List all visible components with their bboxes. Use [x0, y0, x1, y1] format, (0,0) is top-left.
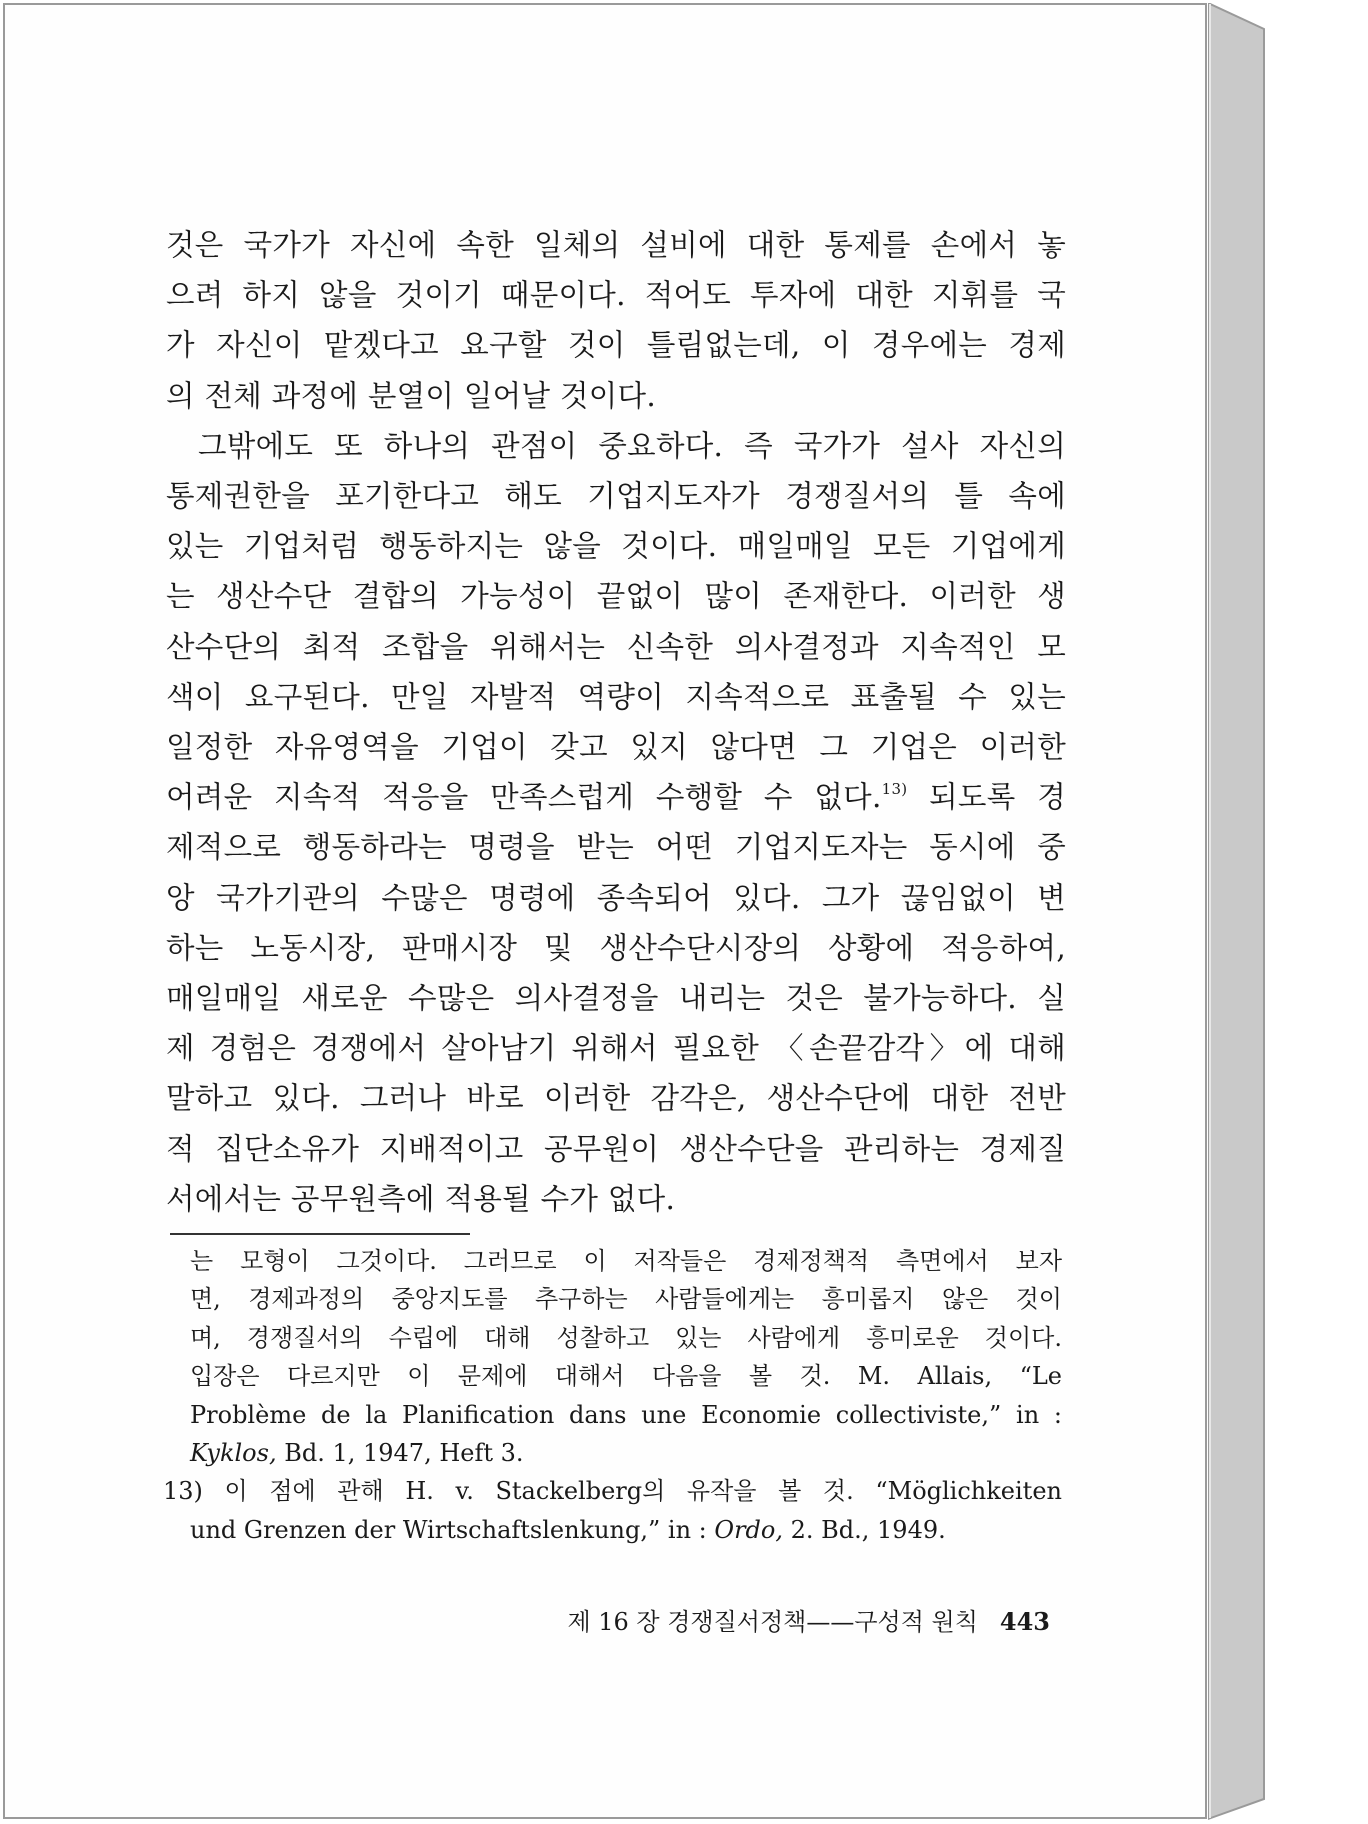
- body-line: 것은 국가가 자신에 속한 일체의 설비에 대한 통제를 손에서 놓: [166, 228, 1066, 262]
- body-line: 는 생산수단 결합의 가능성이 끝없이 많이 존재한다. 이러한 생: [166, 579, 1066, 614]
- body-line: 하는 노동시장, 판매시장 및 생산수단시장의 상황에 적응하여,: [166, 930, 1066, 965]
- body-line: 색이 요구된다. 만일 자발적 역량이 지속적으로 표출될 수 있는: [166, 679, 1066, 714]
- body-line: 일정한 자유영역을 기업이 갖고 있지 않다면 그 기업은 이러한: [166, 730, 1066, 765]
- footnote-13-text: und Grenzen der Wirtschaftslenkung,” in :: [190, 1515, 715, 1544]
- body-line-text: 어려운 지속적 적응을 만족스럽게 수행할 수 없다.: [166, 780, 882, 815]
- footnote-13-text: 이 점에 관해 H. v. Stackelberg의 유작을 볼 것. “Möglichkeiten: [224, 1477, 1062, 1506]
- body-line: 제적으로 행동하라는 명령을 받는 어떤 기업지도자는 동시에 중: [166, 830, 1066, 865]
- body-line: 가 자신이 맡겠다고 요구할 것이 틀림없는데, 이 경우에는 경제: [166, 328, 1066, 363]
- page-number: 443: [999, 1607, 1050, 1636]
- body-line: 제 경험은 경쟁에서 살아남기 위해서 필요한 〈손끝감각〉에 대해: [166, 1031, 1066, 1066]
- chapter-title: 제 16 장 경쟁질서정책——구성적 원칙: [567, 1608, 978, 1636]
- body-text: [166, 220, 1066, 1224]
- journal-title: Ordo,: [714, 1515, 783, 1544]
- body-line: 의 전체 과정에 분열이 일어날 것이다.: [166, 378, 657, 413]
- body-line: 적 집단소유가 지배적이고 공무원이 생산수단을 관리하는 경제질: [166, 1131, 1066, 1166]
- body-line: 있는 기업처럼 행동하지는 않을 것이다. 매일매일 모든 기업에게: [166, 529, 1066, 564]
- footnote-line-text: Bd. 1, 1947, Heft 3.: [276, 1439, 524, 1468]
- body-line: 산수단의 최적 조합을 위해서는 신속한 의사결정과 지속적인 모: [166, 629, 1066, 664]
- journal-title: Kyklos,: [190, 1439, 277, 1468]
- body-line: 말하고 있다. 그러나 바로 이러한 감각은, 생산수단에 대한 전반: [166, 1081, 1066, 1116]
- footnote-13-text: 2. Bd., 1949.: [782, 1515, 946, 1544]
- footnote-ref-13: 13): [881, 780, 908, 799]
- body-line: [166, 772, 1066, 822]
- body-line: 매일매일 새로운 수많은 의사결정을 내리는 것은 불가능하다. 실: [166, 981, 1066, 1016]
- footnote-line: 며, 경쟁질서의 수립에 대해 성찰하고 있는 사람에게 흥미로운 것이다.: [190, 1323, 1062, 1352]
- footnote-number: 13): [163, 1477, 203, 1506]
- footnote-divider: [170, 1233, 470, 1235]
- footnote-line: 입장은 다르지만 이 문제에 대해서 다음을 볼 것. M. Allais, “Le: [190, 1362, 1062, 1391]
- footnote-13-line: [190, 1511, 1062, 1549]
- spine-shape: [1208, 3, 1368, 1823]
- footnotes: [163, 1242, 1062, 1549]
- body-line: 통제권한을 포기한다고 해도 기업지도자가 경쟁질서의 틀 속에: [166, 479, 1066, 514]
- footnote-13-line: [163, 1472, 1062, 1510]
- running-footer: [550, 1607, 1050, 1637]
- footnote-line: [190, 1434, 1062, 1472]
- footnote-line: 는 모형이 그것이다. 그러므로 이 저작들은 경제정책적 측면에서 보자: [190, 1247, 1062, 1275]
- body-line: 서에서는 공무원측에 적용될 수가 없다.: [166, 1181, 676, 1216]
- body-line: 앙 국가기관의 수많은 명령에 종속되어 있다. 그가 끊임없이 변: [166, 880, 1066, 915]
- footnote-line: Problème de la Planification dans une Economie collectiviste,” in :: [190, 1400, 1062, 1429]
- body-line-text: 되도록 경: [907, 780, 1066, 815]
- footnote-line: 면, 경제과정의 중앙지도를 추구하는 사람들에게는 흥미롭지 않은 것이: [190, 1285, 1062, 1314]
- body-line: 그밖에도 또 하나의 관점이 중요하다. 즉 국가가 설사 자신의: [198, 428, 1066, 463]
- body-line: 으려 하지 않을 것이기 때문이다. 적어도 투자에 대한 지휘를 국: [166, 278, 1066, 313]
